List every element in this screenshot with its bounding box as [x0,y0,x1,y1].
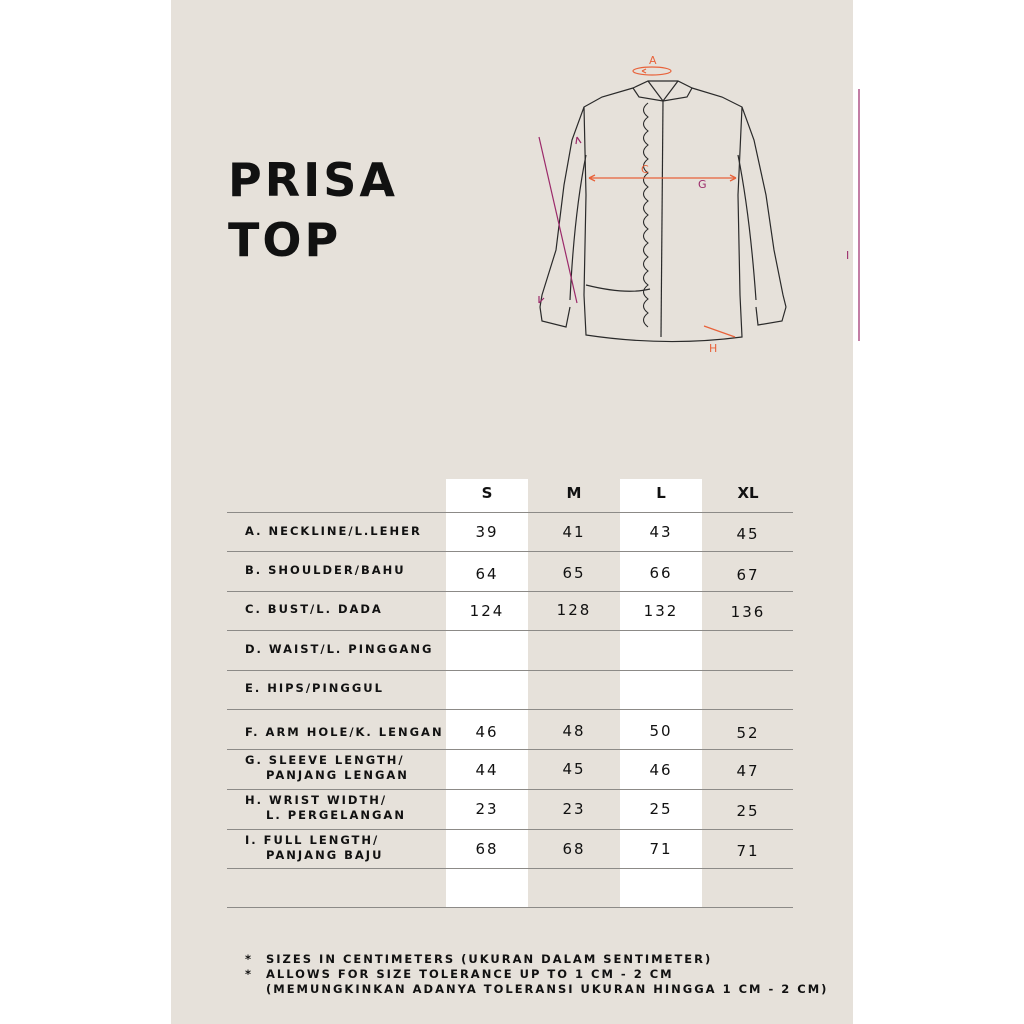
row-divider [227,749,793,750]
row-divider [227,709,793,710]
label-text: E. HIPS/PINGGUL [245,681,384,695]
cell-value: 128 [556,601,592,619]
row-divider [227,591,793,592]
cell-value: 65 [562,564,586,582]
label-c: C [641,163,649,176]
cell-value: 71 [649,840,673,858]
cell-value: 45 [562,760,586,778]
row-label-wrist-width [245,793,465,823]
note-text: (MEMUNGKINKAN ADANYA TOLERANSI UKURAN HINGGA 1 CM - 2 CM) [266,982,829,996]
label-text-2: PANJANG BAJU [266,848,384,862]
label-i: I [846,249,850,262]
note-2 [245,967,828,982]
row-label-arm-hole [245,725,465,740]
neckline-measure [633,54,671,75]
cell-value: 68 [475,840,499,858]
row-label-hips [245,681,465,696]
label-h: H [709,342,718,355]
cell-value: 48 [562,722,586,740]
label-g: G [698,178,707,191]
cell-value: 67 [736,566,760,584]
size-header-s: S [481,484,493,502]
cell-value: 46 [475,723,499,741]
row-divider [227,630,793,631]
note-text: ALLOWS FOR SIZE TOLERANCE UP TO 1 CM - 2 CM [266,967,674,981]
row-divider [227,829,793,830]
label-text: H. WRIST WIDTH/ [245,793,388,807]
product-title [228,150,398,270]
size-header-l: L [656,484,666,502]
note-3 [245,982,828,997]
cell-value: 64 [475,565,499,583]
row-label-bust [245,602,465,617]
cell-value: 44 [475,761,499,779]
row-label-waist [245,642,465,657]
row-label-neckline [245,524,465,539]
cell-value: 39 [475,523,499,541]
scallop-trim [644,103,649,327]
row-label-full-length [245,833,465,863]
cell-value: 68 [562,840,586,858]
size-header-m: M [566,484,582,502]
cell-value: 43 [649,523,673,541]
title-line-1: PRISA [228,153,398,207]
cell-value: 136 [730,603,766,621]
full-length-measure [846,89,859,341]
cell-value: 25 [736,802,760,820]
shirt-diagram [526,45,850,365]
row-divider [227,670,793,671]
cell-value: 41 [562,523,586,541]
row-label-shoulder [245,563,465,578]
label-a: A [649,54,657,67]
row-divider [227,868,793,869]
cell-value: 47 [736,762,760,780]
label-text: B. SHOULDER/BAHU [245,563,406,577]
label-text-2: PANJANG LENGAN [266,768,409,782]
size-header-xl: XL [737,484,759,502]
row-divider [227,907,793,908]
cell-value: 52 [736,724,760,742]
label-text: C. BUST/L. DADA [245,602,383,616]
bullet-star: * [245,967,254,981]
cell-value: 23 [475,800,499,818]
cell-value: 71 [736,842,760,860]
row-divider [227,512,793,513]
cell-value: 46 [649,761,673,779]
label-text: D. WAIST/L. PINGGANG [245,642,434,656]
row-label-sleeve-length [245,753,465,783]
cell-value: 132 [643,602,679,620]
cell-value: 66 [649,564,673,582]
label-text-2: L. PERGELANGAN [266,808,406,822]
label-text: A. NECKLINE/L.LEHER [245,524,422,538]
title-line-2: TOP [228,213,342,267]
cell-value: 23 [562,800,586,818]
note-text: SIZES IN CENTIMETERS (UKURAN DALAM SENTIMETER) [266,952,713,966]
label-text: F. ARM HOLE/K. LENGAN [245,725,444,739]
cell-value: 50 [649,722,673,740]
label-text: I. FULL LENGTH/ [245,833,380,847]
row-divider [227,789,793,790]
note-1 [245,952,828,967]
size-chart-card [171,0,853,1024]
cell-value: 25 [649,800,673,818]
footnotes [245,952,828,997]
bullet-star: * [245,952,254,966]
label-text: G. SLEEVE LENGTH/ [245,753,405,767]
cell-value: 124 [469,602,505,620]
cell-value: 45 [736,525,760,543]
row-divider [227,551,793,552]
sleeve-length-measure [539,137,707,303]
